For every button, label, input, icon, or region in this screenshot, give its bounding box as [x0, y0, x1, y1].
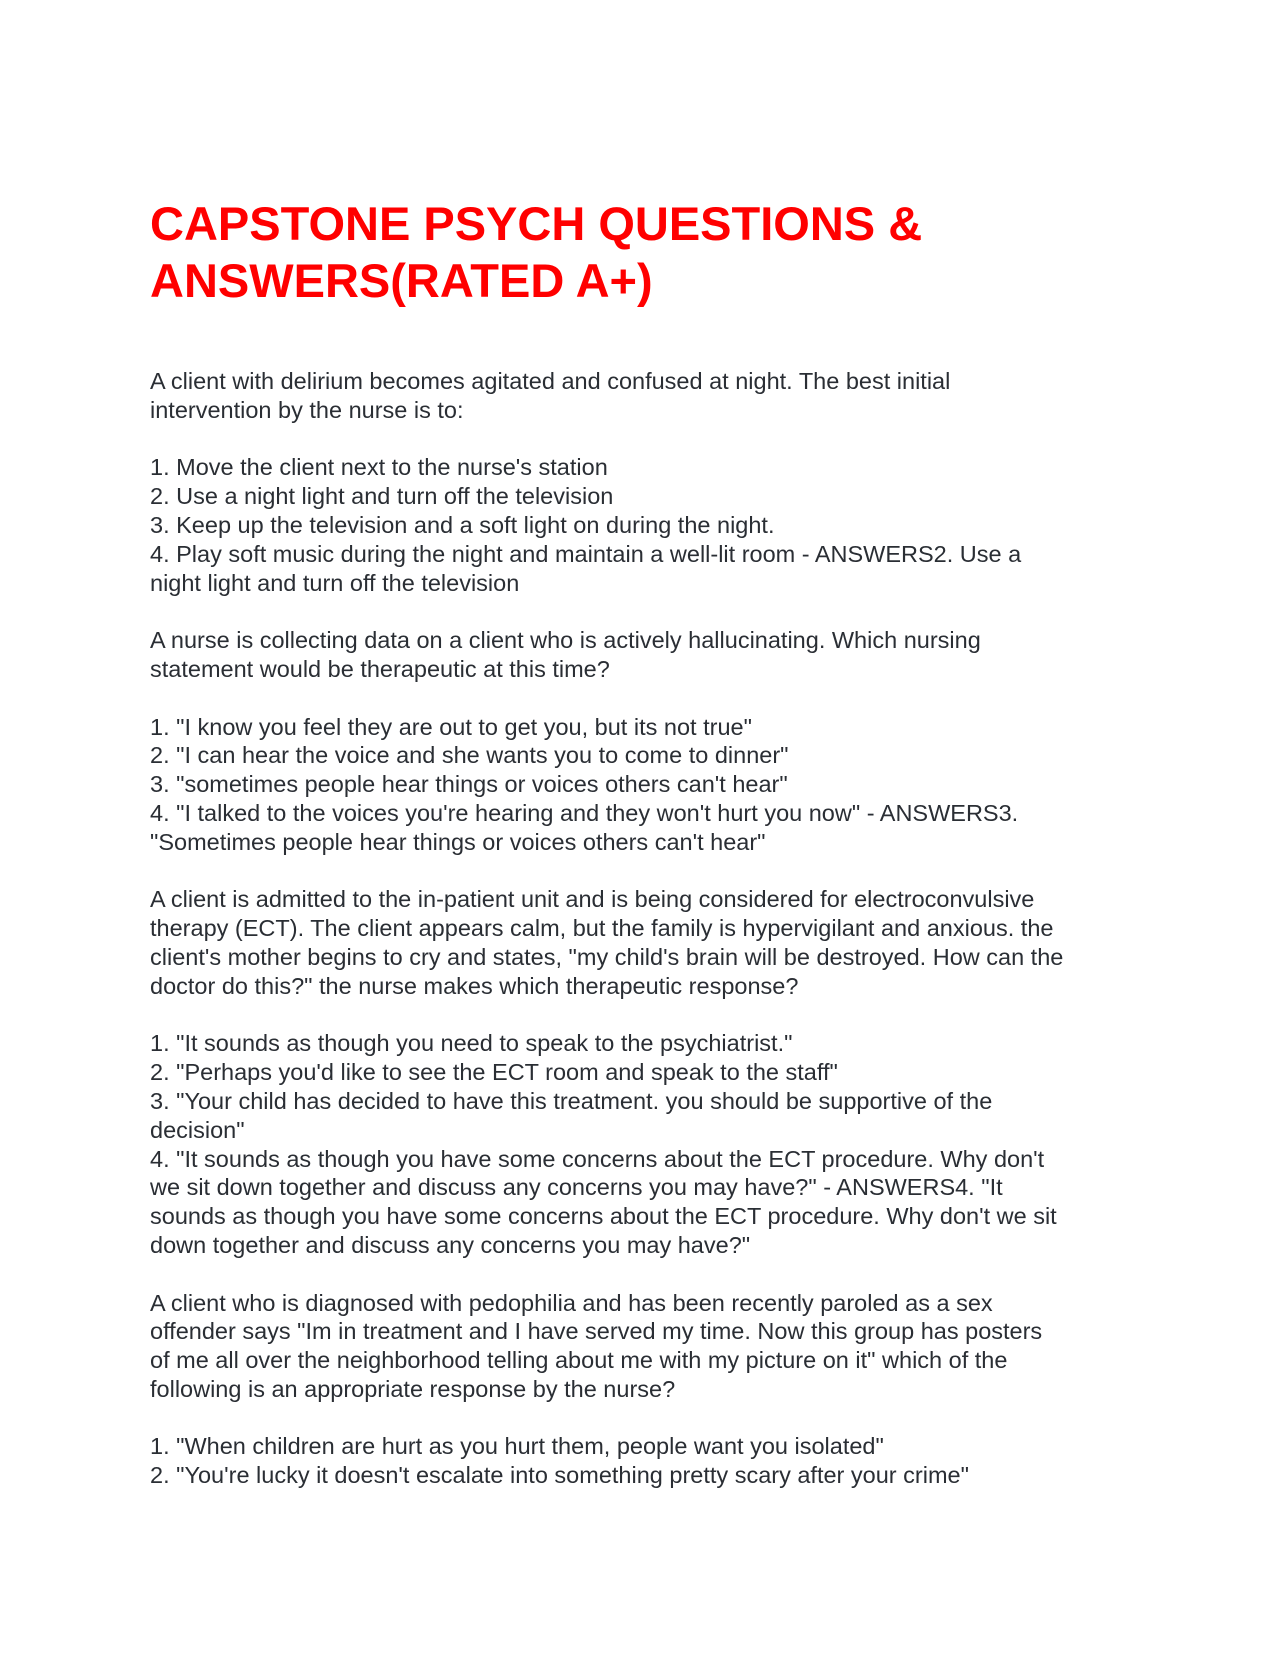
title-line: ANSWERS(RATED A+) — [150, 254, 653, 307]
option-line: 3. Keep up the television and a soft light on during the night. — [150, 511, 775, 538]
option-line: 2. "I can hear the voice and she wants you to come to dinner" — [150, 742, 789, 769]
question-3-options — [150, 1029, 1150, 1259]
text-line: A client with delirium becomes agitated and confused at night. The best initial — [150, 368, 951, 394]
option-line: 4. Play soft music during the night and maintain a well-lit room - ANSWERS2. Use a — [150, 540, 1022, 567]
option-line: 2. Use a night light and turn off the television — [150, 483, 614, 510]
title-line: CAPSTONE PSYCH QUESTIONS & — [150, 197, 923, 250]
option-line: 2. "Perhaps you'd like to see the ECT room and speak to the staff" — [150, 1059, 838, 1086]
option-line: night light and turn off the television — [150, 569, 520, 596]
option-line: decision" — [150, 1116, 245, 1143]
option-line: 1. "When children are hurt as you hurt them, people want you isolated" — [150, 1433, 884, 1460]
option-line: 1. "It sounds as though you need to speak to the psychiatrist." — [150, 1030, 793, 1057]
text-line: A nurse is collecting data on a client who is actively hallucinating. Which nursing — [150, 627, 981, 654]
text-line: doctor do this?" the nurse makes which therapeutic response? — [150, 972, 799, 999]
question-3-prompt — [150, 885, 1150, 1000]
text-line: intervention by the nurse is to: — [150, 396, 464, 423]
text-line: therapy (ECT). The client appears calm, but the family is hypervigilant and anxious. the — [150, 915, 1054, 942]
option-line: we sit down together and discuss any concerns you may have?" - ANSWERS4. "It — [150, 1174, 1003, 1201]
option-line: 1. Move the client next to the nurse's station — [150, 454, 608, 481]
question-1-options — [150, 453, 1150, 597]
option-line: 2. "You're lucky it doesn't escalate into something pretty scary after your crime" — [150, 1462, 969, 1489]
option-line: 3. "Your child has decided to have this treatment. you should be supportive of the — [150, 1087, 993, 1114]
option-line: "Sometimes people hear things or voices others can't hear" — [150, 828, 766, 855]
option-line: sounds as though you have some concerns about the ECT procedure. Why don't we sit — [150, 1203, 1057, 1230]
option-line: 1. "I know you feel they are out to get you, but its not true" — [150, 713, 752, 740]
question-2-options — [150, 713, 1150, 857]
option-line: 4. "I talked to the voices you're hearing and they won't hurt you now" - ANSWERS3. — [150, 799, 1019, 826]
text-line: offender says "Im in treatment and I have served my time. Now this group has posters — [150, 1318, 1043, 1345]
document-body — [150, 367, 1150, 1490]
text-line: A client is admitted to the in-patient unit and is being considered for electroconvulsive — [150, 886, 1035, 913]
text-line: statement would be therapeutic at this time? — [150, 655, 610, 682]
option-line: 3. "sometimes people hear things or voices others can't hear" — [150, 771, 788, 798]
text-line: client's mother begins to cry and states, "my child's brain will be destroyed. How can the — [150, 943, 1064, 970]
text-line: following is an appropriate response by the nurse? — [150, 1375, 676, 1402]
question-4-prompt — [150, 1289, 1150, 1404]
question-1-prompt — [150, 367, 1150, 425]
document-title — [150, 195, 1150, 309]
question-4-options — [150, 1432, 1150, 1490]
option-line: 4. "It sounds as though you have some concerns about the ECT procedure. Why don't — [150, 1145, 1045, 1172]
text-line: of me all over the neighborhood telling about me with my picture on it" which of the — [150, 1347, 1008, 1374]
question-2-prompt — [150, 626, 1150, 684]
text-line: A client who is diagnosed with pedophilia and has been recently paroled as a sex — [150, 1289, 993, 1316]
option-line: down together and discuss any concerns you may have?" — [150, 1231, 751, 1258]
